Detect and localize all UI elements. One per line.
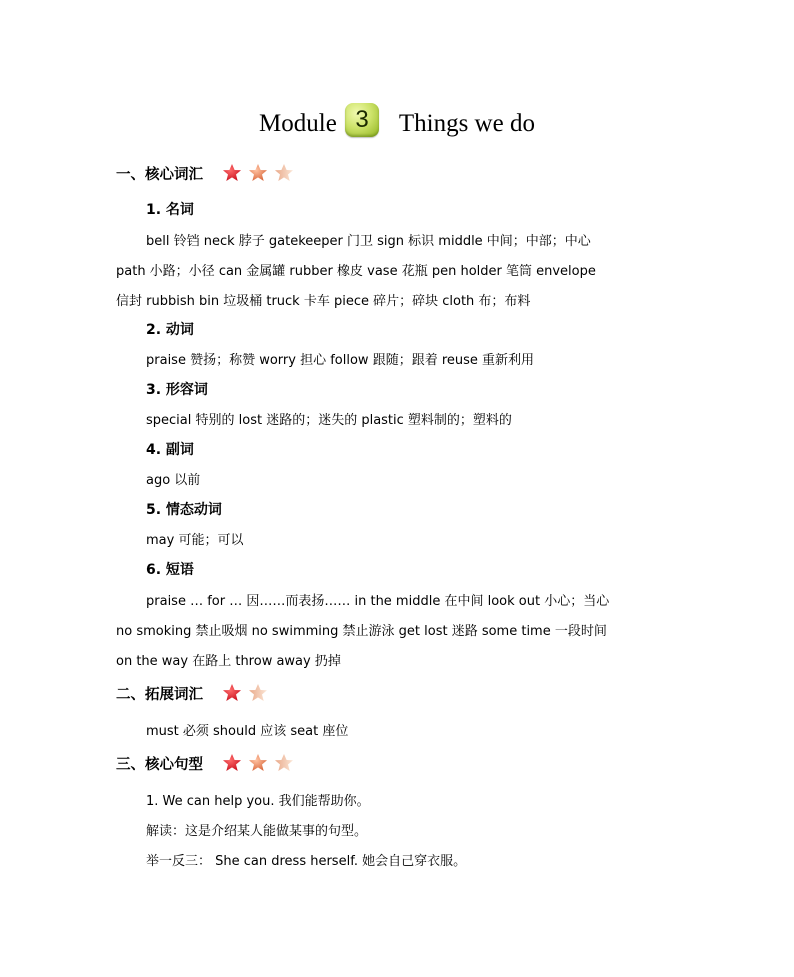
subheading-nouns: 1. 名词 (146, 202, 194, 218)
subheading-adverbs: 4. 副词 (146, 442, 194, 458)
nouns-line-2: path 小路；小径 can 金属罐 rubber 橡皮 vase 花瓶 pen holder 笔筒 envelope (116, 264, 596, 279)
star-full-icon (222, 163, 242, 182)
adverbs-line: ago 以前 (146, 473, 201, 488)
subheading-adjectives: 3. 形容词 (146, 382, 208, 398)
subheading-verbs: 2. 动词 (146, 322, 194, 338)
subheading-modal-verbs: 5. 情态动词 (146, 502, 222, 518)
page-title (0, 106, 794, 145)
section-extended-vocab (116, 683, 269, 706)
title-module: Module (259, 110, 337, 137)
section-core-sentences (116, 753, 295, 776)
sentence-example: 1. We can help you. 我们能帮助你。 (146, 794, 370, 809)
subheading-phrases: 6. 短语 (146, 562, 194, 578)
star-half-icon (248, 683, 268, 702)
section-heading: 一、核心词汇 (116, 167, 203, 183)
star-half-icon (274, 753, 294, 772)
title-topic: Things we do (398, 110, 535, 137)
extended-vocab-line: must 必须 should 应该 seat 座位 (146, 724, 349, 739)
nouns-line-3: 信封 rubbish bin 垃圾桶 truck 卡车 piece 碎片；碎块 cloth 布；布料 (116, 294, 531, 309)
star-full-icon (248, 163, 268, 182)
star-full-icon (222, 753, 242, 772)
section-heading: 二、拓展词汇 (116, 687, 203, 703)
modal-verbs-line: may 可能；可以 (146, 533, 244, 548)
nouns-line-1: bell 铃铛 neck 脖子 gatekeeper 门卫 sign 标识 middle 中间；中部；中心 (146, 234, 591, 249)
module-number-badge: 3 (345, 103, 379, 137)
phrases-line-2: no smoking 禁止吸烟 no swimming 禁止游泳 get lost 迷路 some time 一段时间 (116, 624, 607, 639)
phrases-line-1: praise … for … 因……而表扬…… in the middle 在中间 look out 小心；当心 (146, 594, 610, 609)
section-heading: 三、核心句型 (116, 757, 203, 773)
rating-stars (222, 753, 295, 776)
adjectives-line: special 特别的 lost 迷路的；迷失的 plastic 塑料制的；塑料的 (146, 413, 512, 428)
star-full-icon (248, 753, 268, 772)
star-half-icon (274, 163, 294, 182)
star-full-icon (222, 683, 242, 702)
section-core-vocab (116, 163, 295, 186)
sentence-explanation: 解读：这是介绍某人能做某事的句型。 (146, 824, 368, 839)
verbs-line: praise 赞扬；称赞 worry 担心 follow 跟随；跟着 reuse 重新利用 (146, 353, 535, 368)
rating-stars (222, 683, 269, 706)
sentence-extension: 举一反三： She can dress herself. 她会自己穿衣服。 (146, 854, 467, 869)
phrases-line-3: on the way 在路上 throw away 扔掉 (116, 654, 341, 669)
rating-stars (222, 163, 295, 186)
